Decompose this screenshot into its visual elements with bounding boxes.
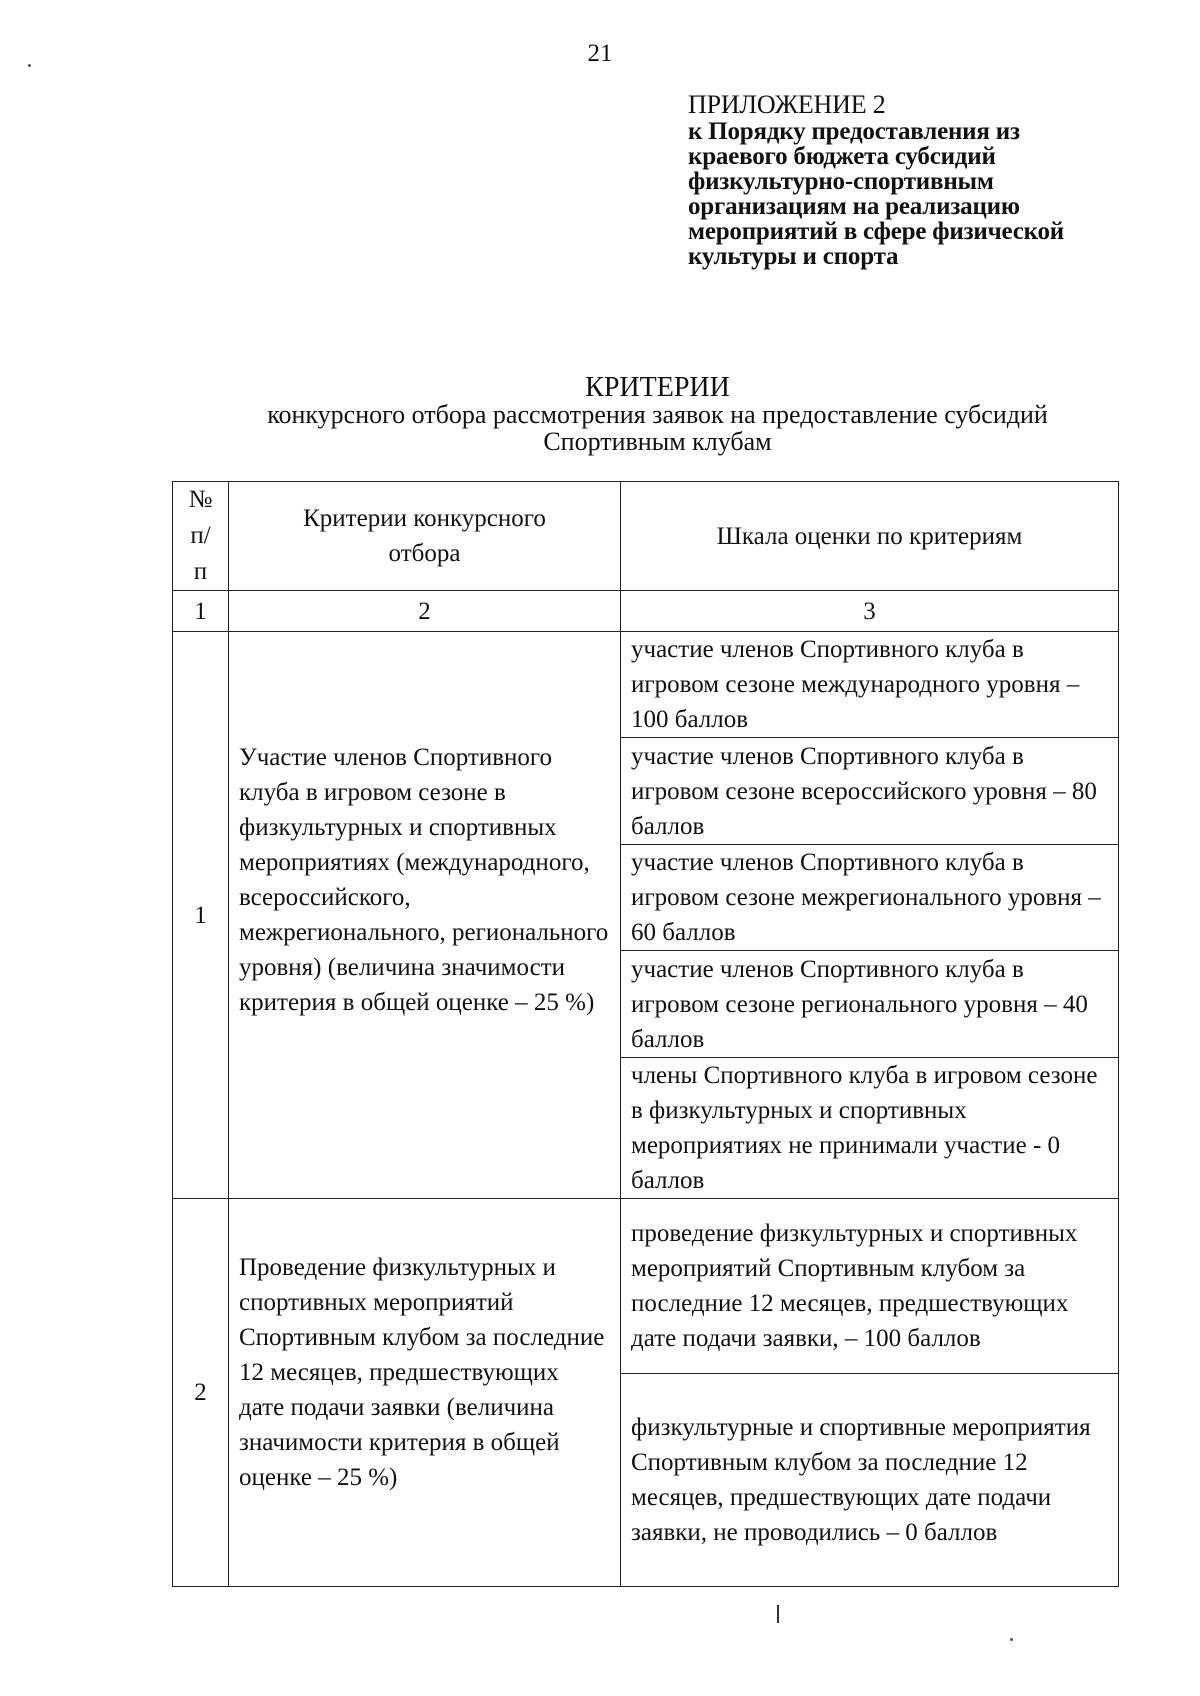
appendix-heading: ПРИЛОЖЕНИЕ 2 — [688, 90, 886, 119]
page-number: 21 — [587, 40, 613, 67]
header-number-line: п — [193, 558, 208, 585]
scale-cell: участие членов Спортивного клуба в игровом сезоне регионального уровня – 40 баллов — [621, 951, 1119, 1058]
appendix-line: к Порядку предоставления из — [688, 118, 1020, 145]
scale-cell: проведение физкультурных и спортивных мероприятий Спортивным клубом за последние 12 месяцев, предшествующих дате подачи заявки, – 100 баллов — [621, 1199, 1119, 1374]
scan-artifact — [777, 1605, 779, 1623]
header-number-line: № — [188, 486, 213, 513]
column-number: 2 — [229, 591, 621, 632]
scan-artifact — [1010, 1638, 1013, 1641]
appendix-line: физкультурно-спортивным — [688, 168, 994, 195]
header-number — [173, 482, 229, 591]
header-criteria: Критерии конкурсного отбора — [229, 482, 621, 591]
criteria-table — [172, 481, 1119, 1587]
appendix-line: краевого бюджета субсидий — [688, 143, 996, 170]
column-number: 3 — [621, 591, 1119, 632]
header-scale: Шкала оценки по критериям — [621, 482, 1119, 591]
title-subtitle-2: Спортивным клубам — [543, 427, 772, 456]
scan-artifact — [28, 64, 31, 67]
column-number: 1 — [173, 591, 229, 632]
row-number: 2 — [173, 1199, 229, 1587]
scale-cell: участие членов Спортивного клуба в игровом сезоне всероссийского уровня – 80 баллов — [621, 738, 1119, 845]
criterion-cell: Проведение физкультурных и спортивных мероприятий Спортивным клубом за последние 12 месяцев, предшествующих дате подачи заявки (величина значимости критерия в общей оценке – 25 %) — [229, 1199, 621, 1587]
appendix-block — [688, 92, 1188, 269]
row-number: 1 — [173, 632, 229, 1199]
document-title — [190, 374, 1125, 455]
header-number-line: п/ — [190, 522, 211, 549]
appendix-line: организациям на реализацию — [688, 193, 1020, 220]
appendix-line: мероприятий в сфере физической — [688, 218, 1064, 245]
table-row — [173, 1199, 1119, 1374]
appendix-line: культуры и спорта — [688, 243, 899, 270]
scale-cell: участие членов Спортивного клуба в игровом сезоне международного уровня – 100 баллов — [621, 632, 1119, 738]
scale-cell: участие членов Спортивного клуба в игровом сезоне межрегионального уровня – 60 баллов — [621, 845, 1119, 951]
scale-cell: члены Спортивного клуба в игровом сезоне в физкультурных и спортивных мероприятиях не принимали участие - 0 баллов — [621, 1058, 1119, 1199]
criterion-cell: Участие членов Спортивного клуба в игровом сезоне в физкультурных и спортивных мероприятиях (международного, всероссийского, межрегионального, регионального уровня) (величина значимости критерия в общей оценке – 25 %) — [229, 632, 621, 1199]
scale-cell: физкультурные и спортивные мероприятия Спортивным клубом за последние 12 месяцев, предшествующих дате подачи заявки, не проводились – 0 баллов — [621, 1374, 1119, 1587]
table-row — [173, 632, 1119, 738]
title-subtitle: конкурсного отбора рассмотрения заявок на предоставление субсидий — [267, 400, 1048, 429]
table-header-row — [173, 482, 1119, 591]
title-main: КРИТЕРИИ — [585, 372, 730, 403]
column-number-row — [173, 591, 1119, 632]
